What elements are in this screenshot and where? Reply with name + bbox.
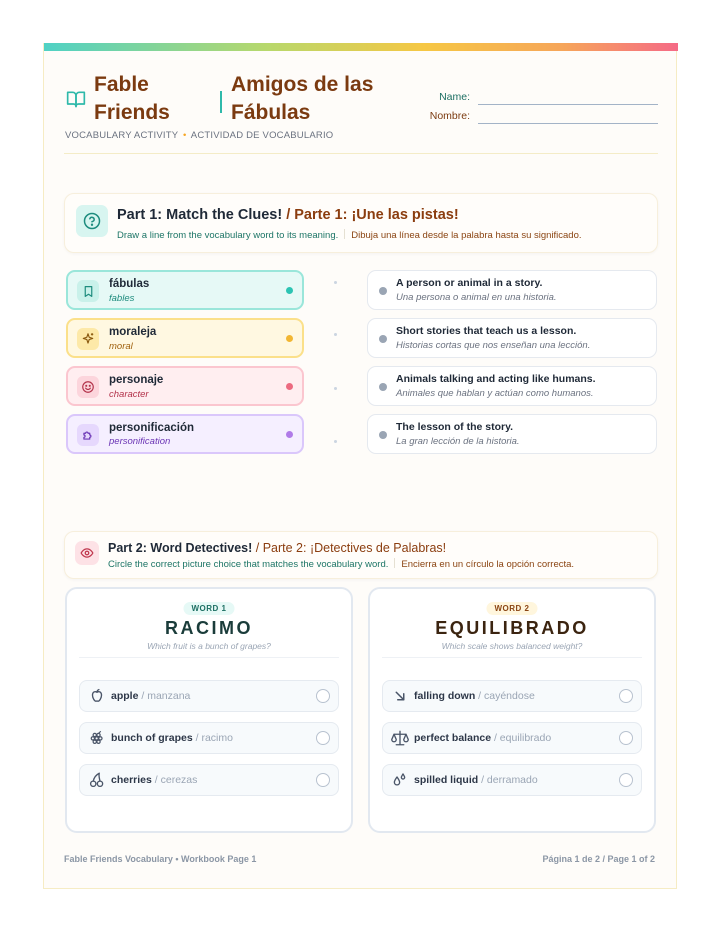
part1-instr-spanish: Dibuja una línea desde la palabra hasta su significado. xyxy=(351,230,582,241)
option-radio[interactable] xyxy=(316,731,330,745)
option-radio[interactable] xyxy=(316,689,330,703)
footer-right: Página 1 de 2 / Page 1 of 2 xyxy=(542,854,655,864)
smile-icon xyxy=(81,380,95,394)
detective-card-equilibrado xyxy=(368,587,656,833)
definition-english: The lesson of the story. xyxy=(396,421,514,433)
part2-title-english: Part 2: Word Detectives! xyxy=(108,541,253,555)
part1-title-spanish: / Parte 1: ¡Une las pistas! xyxy=(286,207,459,223)
part1-icon-box xyxy=(76,205,108,237)
part2-title-spanish: / Parte 2: ¡Detectives de Palabras! xyxy=(255,541,447,555)
option-english: perfect balance xyxy=(414,732,492,744)
word-card-personaje[interactable] xyxy=(66,366,304,406)
apple-icon xyxy=(88,687,106,705)
rainbow-bar xyxy=(44,43,678,51)
nombre-label: Nombre: xyxy=(429,110,470,122)
word-icon-box xyxy=(77,280,99,302)
option-radio[interactable] xyxy=(619,689,633,703)
match-dot[interactable] xyxy=(286,287,293,294)
detective-card-racimo xyxy=(65,587,353,833)
option-cherries[interactable] xyxy=(79,764,339,796)
part2-instructions xyxy=(108,558,574,570)
connector-dot xyxy=(334,387,337,390)
page-header xyxy=(64,71,658,153)
question-divider xyxy=(382,657,642,658)
option-spanish: / manzana xyxy=(141,690,191,702)
word-badge: WORD 1 xyxy=(184,602,235,615)
name-field-row xyxy=(398,91,658,107)
subtitle-english: VOCABULARY ACTIVITY xyxy=(65,130,179,141)
part2-instr-english: Circle the correct picture choice that matches the vocabulary word. xyxy=(108,559,389,570)
part1-instr-english: Draw a line from the vocabulary word to its meaning. xyxy=(117,230,339,241)
match-dot[interactable] xyxy=(379,287,387,295)
option-english: spilled liquid xyxy=(414,774,479,786)
definition-spanish: Animales que hablan y actúan como humanos. xyxy=(396,388,594,399)
page-subtitle xyxy=(65,130,333,141)
footer-left: Fable Friends Vocabulary • Workbook Page 1 xyxy=(64,854,257,864)
option-spanish: / derramado xyxy=(481,774,538,786)
definition-card[interactable] xyxy=(367,270,657,310)
option-spanish: / racimo xyxy=(195,732,233,744)
option-spanish: / equilibrado xyxy=(493,732,552,744)
word-badge: WORD 2 xyxy=(487,602,538,615)
title-english: Fable Friends xyxy=(94,73,170,124)
part1-header xyxy=(64,193,658,253)
cherries-icon xyxy=(88,771,106,789)
option-spanish: / cayéndose xyxy=(478,690,535,702)
part2-title xyxy=(108,541,446,555)
match-dot[interactable] xyxy=(286,431,293,438)
option-english: falling down xyxy=(414,690,476,702)
part1-title-english: Part 1: Match the Clues! xyxy=(117,207,283,223)
bookmark-icon xyxy=(82,285,95,298)
name-label: Name: xyxy=(439,91,470,103)
option-perfect-balance[interactable] xyxy=(382,722,642,754)
option-grapes[interactable] xyxy=(79,722,339,754)
vocabulary-word: RACIMO xyxy=(165,618,253,638)
match-dot[interactable] xyxy=(379,383,387,391)
title-divider xyxy=(220,91,222,113)
option-falling-down[interactable] xyxy=(382,680,642,712)
definition-spanish: La gran lección de la historia. xyxy=(396,436,520,447)
vocabulary-word: EQUILIBRADO xyxy=(435,618,589,638)
grapes-icon xyxy=(88,729,106,747)
word-icon-box xyxy=(77,328,99,350)
arrow-down-right-icon xyxy=(391,687,409,705)
word-card-fabulas[interactable] xyxy=(66,270,304,310)
definition-card[interactable] xyxy=(367,366,657,406)
option-english: cherries xyxy=(111,774,152,786)
definition-card[interactable] xyxy=(367,414,657,454)
definition-english: Short stories that teach us a lesson. xyxy=(396,325,577,337)
option-radio[interactable] xyxy=(316,773,330,787)
subtitle-spanish: ACTIVIDAD DE VOCABULARIO xyxy=(190,130,334,141)
word-english: moraleja xyxy=(109,326,157,338)
word-spanish: character xyxy=(109,389,149,400)
definition-english: A person or animal in a story. xyxy=(396,277,543,289)
definition-card[interactable] xyxy=(367,318,657,358)
word-card-moraleja[interactable] xyxy=(66,318,304,358)
word-spanish: moral xyxy=(109,341,133,352)
match-dot[interactable] xyxy=(286,383,293,390)
option-english: apple xyxy=(111,690,139,702)
title-spanish: Amigos de las Fábulas xyxy=(231,73,374,124)
nombre-line[interactable] xyxy=(478,123,658,124)
name-line[interactable] xyxy=(478,104,658,105)
option-apple[interactable] xyxy=(79,680,339,712)
match-dot[interactable] xyxy=(379,431,387,439)
question-text: Which scale shows balanced weight? xyxy=(441,641,583,651)
part2-instr-spanish: Encierra en un círculo la opción correcta. xyxy=(401,559,575,570)
worksheet-page xyxy=(43,43,677,889)
part2-header xyxy=(64,531,658,579)
connector-dot xyxy=(334,281,337,284)
option-radio[interactable] xyxy=(619,773,633,787)
subtitle-separator: • xyxy=(182,130,187,141)
part1-instructions xyxy=(117,229,582,241)
option-english: bunch of grapes xyxy=(111,732,193,744)
connector-dot xyxy=(334,440,337,443)
match-dot[interactable] xyxy=(286,335,293,342)
word-spanish: personification xyxy=(109,436,171,447)
option-spilled-liquid[interactable] xyxy=(382,764,642,796)
word-english: personificación xyxy=(109,422,194,434)
open-book-icon xyxy=(66,89,86,109)
part1-title xyxy=(117,207,459,223)
question-text: Which fruit is a bunch of grapes? xyxy=(147,641,271,651)
option-radio[interactable] xyxy=(619,731,633,745)
question-divider xyxy=(79,657,339,658)
word-spanish: fables xyxy=(109,293,135,304)
scale-icon xyxy=(391,729,409,747)
definition-spanish: Historias cortas que nos enseñan una lección. xyxy=(396,340,591,351)
sparkle-icon xyxy=(81,332,95,346)
part2-icon-box xyxy=(75,541,99,565)
option-spanish: / cerezas xyxy=(154,774,198,786)
puzzle-icon xyxy=(81,428,95,442)
word-icon-box xyxy=(77,376,99,398)
match-dot[interactable] xyxy=(379,335,387,343)
definition-english: Animals talking and acting like humans. xyxy=(396,373,596,385)
eye-icon xyxy=(80,546,94,560)
word-icon-box xyxy=(77,424,99,446)
nombre-field-row xyxy=(398,110,658,126)
question-circle-icon xyxy=(83,212,101,230)
word-card-personificacion[interactable] xyxy=(66,414,304,454)
droplets-icon xyxy=(391,771,409,789)
definition-spanish: Una persona o animal en una historia. xyxy=(396,292,557,303)
word-english: fábulas xyxy=(109,278,150,290)
header-divider xyxy=(64,153,658,154)
connector-dot xyxy=(334,333,337,336)
word-english: personaje xyxy=(109,374,164,386)
